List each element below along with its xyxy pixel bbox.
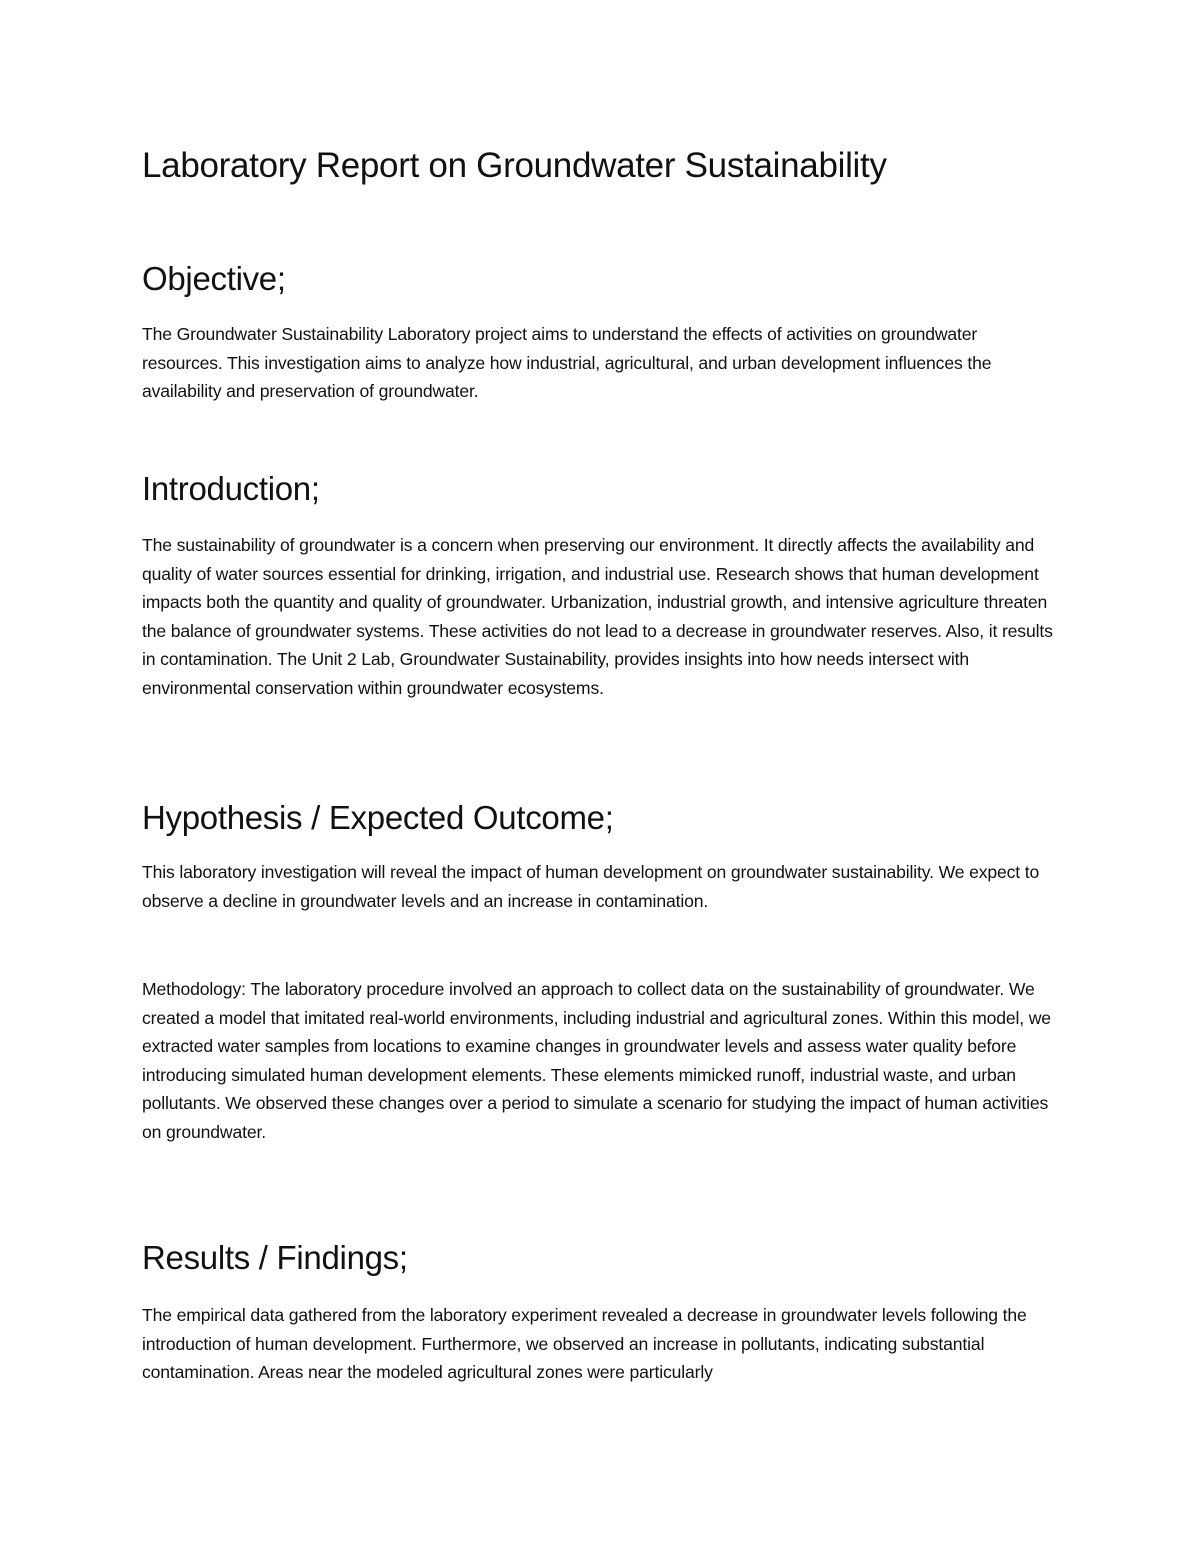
hypothesis-heading: Hypothesis / Expected Outcome; [142,799,614,836]
objective-paragraph: The Groundwater Sustainability Laboratory project aims to understand the effects of activities on groundwater resources. This investigation aims to analyze how industrial, agricultural, and urban development influences the availability and preservation of groundwater. [142,324,992,402]
introduction-paragraph: The sustainability of groundwater is a concern when preserving our environment. It directly affects the availability and quality of water sources essential for drinking, irrigation, and industrial use. Research shows that human development impacts both the quantity and quality of groundwater. Urbanization, industrial growth, and intensive agriculture threaten the balance of groundwater systems. These activities do not lead to a decrease in groundwater reserves. Also, it results in contamination. The Unit 2 Lab, Groundwater Sustainability, provides insights into how needs intersect with environmental conservation within groundwater ecosystems. [142,535,1053,698]
introduction-heading: Introduction; [142,470,320,507]
methodology-paragraph: Methodology: The laboratory procedure involved an approach to collect data on the sustainability of groundwater. We created a model that imitated real-world environments, including industrial and agricultural zones. Within this model, we extracted water samples from locations to examine changes in groundwater levels and assess water quality before introducing simulated human development elements. These elements mimicked runoff, industrial waste, and urban pollutants. We observed these changes over a period to simulate a scenario for studying the impact of human activities on groundwater. [142,979,1051,1142]
objective-heading: Objective; [142,260,286,297]
hypothesis-paragraph: This laboratory investigation will reveal the impact of human development on groundwater sustainability. We expect to observe a decline in groundwater levels and an increase in contamination. [142,862,1040,911]
results-paragraph: The empirical data gathered from the laboratory experiment revealed a decrease in groundwater levels following the introduction of human development. Furthermore, we observed an increase in pollutants, indicating substantial contamination. Areas near the modeled agricultural zones were particularly [142,1305,1027,1383]
results-heading: Results / Findings; [142,1239,408,1276]
document-title: Laboratory Report on Groundwater Sustainability [142,146,887,185]
